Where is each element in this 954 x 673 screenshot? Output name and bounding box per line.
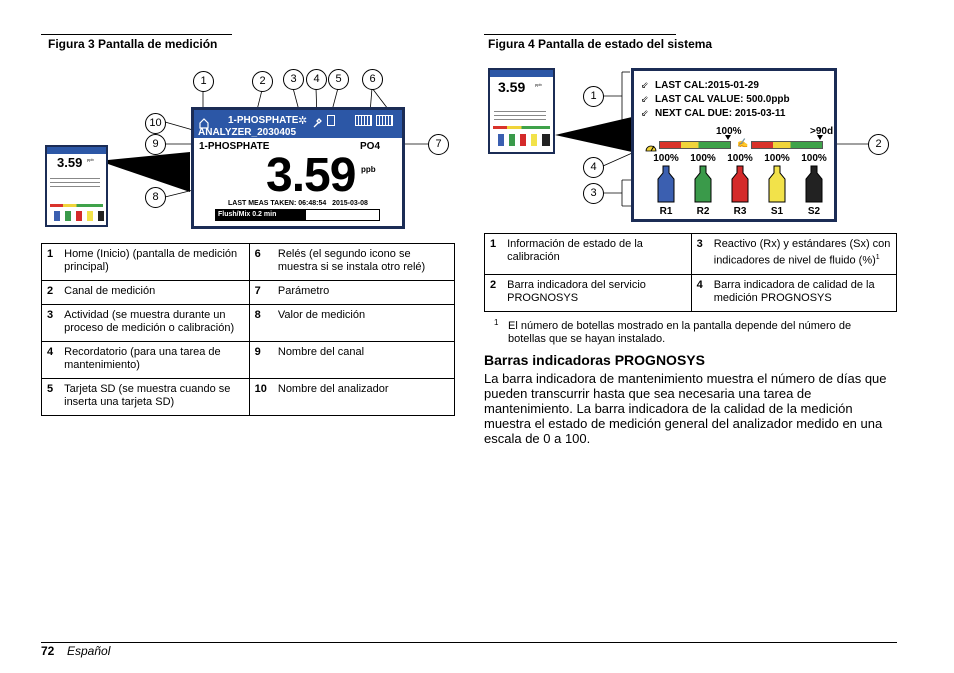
legend-text: Valor de medición <box>273 305 455 342</box>
analyzer-name: ANALYZER_2030405 <box>198 127 297 138</box>
figure4-title: Figura 4 Pantalla de estado del sistema <box>488 37 713 51</box>
legend-number: 8 <box>249 305 273 342</box>
callout-1: 1 <box>193 71 214 92</box>
last-cal: LAST CAL:2015-01-29 <box>655 80 759 91</box>
callout-9: 9 <box>145 134 166 155</box>
figure3-title: Figura 3 Pantalla de medición <box>48 37 218 51</box>
last-measurement-time: LAST MEAS TAKEN: 06:48:54 2015-03-08 <box>228 200 368 207</box>
callout-3: 3 <box>283 69 304 90</box>
legend-number: 2 <box>42 281 60 305</box>
legend-text: Información de estado de la calibración <box>502 234 691 275</box>
figure4-legend-table <box>484 233 897 312</box>
bottle-label: S2 <box>807 206 821 217</box>
service-marker-icon <box>817 135 823 140</box>
status-text: Flush/Mix 0.2 min <box>218 211 277 218</box>
thumbnail-header <box>490 70 553 77</box>
bottle-label: R2 <box>696 206 710 217</box>
thumbnail-value: 3.59 <box>57 155 83 170</box>
legend-text: Barra indicadora del servicio PROGNOSYS <box>502 274 691 311</box>
callout-8: 8 <box>145 187 166 208</box>
figure4-thumbnail-screen <box>488 68 555 154</box>
thumbnail-prognosys-bar <box>493 126 550 129</box>
figure4-system-status-screen <box>631 68 837 222</box>
callout-10: 10 <box>145 113 166 134</box>
footer-language: Español <box>67 644 111 658</box>
thumbnail-unit: ppb <box>87 157 94 162</box>
bottle-r3 <box>725 153 755 217</box>
legend-number: 4 <box>691 274 709 311</box>
legend-text-cell <box>709 234 897 275</box>
parameter-label: PO4 <box>360 141 381 152</box>
calibration-icon: ⇙ <box>641 94 649 104</box>
legend-text: Actividad (se muestra durante un proceso de medición o calibración) <box>59 305 249 342</box>
channel-name: 1-PHOSPHATE <box>199 141 270 152</box>
activity-icon: ✲ <box>298 115 308 127</box>
legend-text: Nombre del analizador <box>273 379 455 416</box>
legend-number: 2 <box>485 274 503 311</box>
bottle-group <box>651 153 831 221</box>
calibration-icon: ⇙ <box>641 80 649 90</box>
quality-marker-icon <box>725 135 731 140</box>
footnote-text: El número de botellas mostrado en la pantalla depende del número de botellas que se hayan instalado. <box>508 320 852 345</box>
bottle-icon <box>651 164 681 204</box>
footnote-reference: 1 <box>875 254 880 261</box>
section-body: La barra indicadora de mantenimiento muestra el número de días que pueden transcurrir hasta que sea necesaria una tarea de mantenimiento. La barra indicadora de la calidad de la medición muestra el estado de medición general del analizador medido en una escala de 0 a 100. <box>484 371 887 446</box>
bottle-r1 <box>651 153 681 217</box>
legend-text: Parámetro <box>273 281 455 305</box>
thumbnail-bottles <box>498 134 550 146</box>
callout-7: 7 <box>428 134 449 155</box>
legend-text: Nombre del canal <box>273 342 455 379</box>
bottle-percent: 100% <box>690 153 716 164</box>
last-cal-value: LAST CAL VALUE: 500.0ppb <box>655 94 790 105</box>
page-number: 72 <box>41 644 55 658</box>
service-days: >90d <box>810 126 834 137</box>
bottle-s1 <box>762 153 792 217</box>
bottle-s2 <box>799 153 829 217</box>
callout-3: 3 <box>583 183 604 204</box>
bottle-percent: 100% <box>727 153 753 164</box>
bottle-icon <box>688 164 718 204</box>
callout-4: 4 <box>583 157 604 178</box>
callout-2: 2 <box>252 71 273 92</box>
legend-text: Home (Inicio) (pantalla de medición principal) <box>59 244 249 281</box>
bottle-percent: 100% <box>653 153 679 164</box>
footer-rule <box>41 642 897 643</box>
legend-text: Relés (el segundo icono se muestra si se instala otro relé) <box>273 244 455 281</box>
table-row <box>485 234 897 275</box>
legend-number: 3 <box>42 305 60 342</box>
measurement-value: 3.59 <box>266 149 356 202</box>
legend-number: 10 <box>249 379 273 416</box>
legend-number: 4 <box>42 342 60 379</box>
legend-text: Barra indicadora de calidad de la medición PROGNOSYS <box>709 274 897 311</box>
table-row <box>485 274 897 311</box>
bottle-label: S1 <box>770 206 784 217</box>
bottle-label: R1 <box>659 206 673 217</box>
legend-number: 3 <box>691 234 709 275</box>
legend-number: 1 <box>42 244 60 281</box>
legend-number: 6 <box>249 244 273 281</box>
service-wrench-icon: ✍ <box>737 138 749 148</box>
legend-text: Tarjeta SD (se muestra cuando se inserta una tarjeta SD) <box>59 379 249 416</box>
thumbnail-unit: ppb <box>535 82 542 87</box>
bottle-percent: 100% <box>764 153 790 164</box>
callout-2: 2 <box>868 134 889 155</box>
calibration-icon: ⇙ <box>641 108 649 118</box>
legend-number: 7 <box>249 281 273 305</box>
section-heading: Barras indicadoras PROGNOSYS <box>484 352 705 368</box>
footnote-mark: 1 <box>494 318 499 327</box>
channel-header-title: 1-PHOSPHATE <box>228 115 299 126</box>
legend-number: 1 <box>485 234 503 275</box>
measurement-quality-bar <box>659 141 731 149</box>
legend-number: 9 <box>249 342 273 379</box>
callout-4: 4 <box>306 69 327 90</box>
thumbnail-text-lines <box>494 108 546 122</box>
measurement-unit: ppb <box>361 165 376 174</box>
bottle-icon <box>762 164 792 204</box>
callout-1: 1 <box>583 86 604 107</box>
legend-text: Reactivo (Rx) y estándares (Sx) con indicadores de nivel de fluido (%) <box>713 238 891 267</box>
legend-number: 5 <box>42 379 60 416</box>
callout-6: 6 <box>362 69 383 90</box>
service-indicator-bar <box>751 141 823 149</box>
legend-text: Recordatorio (para una tarea de mantenimiento) <box>59 342 249 379</box>
callout-5: 5 <box>328 69 349 90</box>
bottle-icon <box>799 164 829 204</box>
bottle-icon <box>725 164 755 204</box>
bottle-percent: 100% <box>801 153 827 164</box>
thumbnail-value: 3.59 <box>498 79 526 95</box>
legend-text: Canal de medición <box>59 281 249 305</box>
quality-percent: 100% <box>716 126 742 137</box>
bottle-r2 <box>688 153 718 217</box>
next-cal-due: NEXT CAL DUE: 2015-03-11 <box>655 108 786 119</box>
bottle-label: R3 <box>733 206 747 217</box>
